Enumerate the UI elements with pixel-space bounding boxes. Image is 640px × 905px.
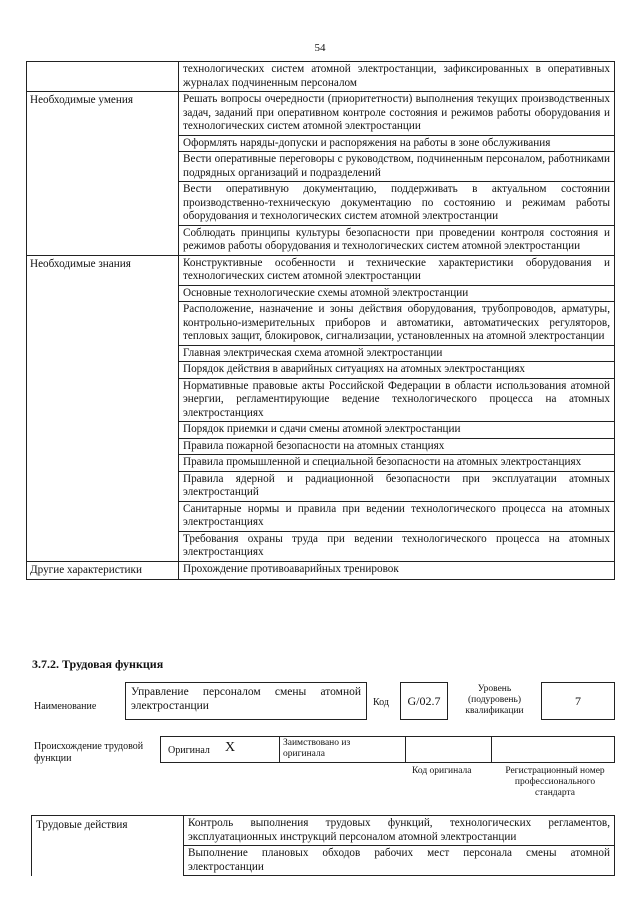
page-number: 54	[314, 42, 326, 54]
requirement-label	[27, 62, 179, 92]
requirement-label: Другие характеристики	[27, 561, 179, 580]
requirement-text: Нормативные правовые акты Российской Федерации в области использования атомной энергии, регламентирующие ведение технологического процесса на атомных электростанциях	[179, 378, 615, 422]
labor-action-text: Выполнение плановых обходов рабочих мест персонала смены атомной электростанции	[184, 846, 615, 876]
origin-label: Происхождение трудовой функции	[34, 741, 144, 764]
requirement-row	[27, 225, 615, 255]
code-original-caption: Код оригинала	[412, 766, 472, 776]
code-label: Код	[373, 697, 389, 708]
section-title: 3.7.2. Трудовая функция	[32, 657, 164, 671]
reg-number-caption: Регистрационный номер профессионального стандарта	[505, 766, 605, 798]
requirement-row	[27, 302, 615, 346]
requirement-text: Вести оперативную документацию, поддерживать в актуальном состоянии производственно-техническую документацию по состоянию и режимам работы оборудования и технологических систем атомной электростанции	[179, 182, 615, 226]
requirement-row	[27, 378, 615, 422]
requirement-text: Вести оперативные переговоры с руководством, подчиненным персоналом, работниками подрядных организаций и подразделений	[179, 152, 615, 182]
requirement-label	[27, 378, 179, 422]
requirement-text: технологических систем атомной электростанции, зафиксированных в оперативных журналах подчиненным персоналом	[179, 62, 615, 92]
labor-actions-table	[31, 815, 615, 876]
labor-actions-label	[32, 846, 184, 876]
requirement-text: Расположение, назначение и зоны действия оборудования, трубопроводов, арматуры, контрольно-измерительных приборов и автоматики, автоматических регуляторов, тепловых защит, блокировок, сигнализации, установленных на атомной электростанции	[179, 302, 615, 346]
original-mark: Х	[225, 740, 236, 755]
borrowed-label: Заимствовано из оригинала	[283, 738, 351, 759]
requirement-row	[27, 455, 615, 472]
requirement-label	[27, 455, 179, 472]
requirement-label	[27, 438, 179, 455]
requirement-row	[27, 255, 615, 285]
requirement-row	[27, 62, 615, 92]
requirement-label	[27, 182, 179, 226]
requirement-text: Решать вопросы очередности (приоритетности) выполнения текущих производственных задач, заданий при оперативном контроле состояния и режимов работы оборудования и технологических систем атомной электростанции	[179, 92, 615, 136]
requirement-text: Правила промышленной и специальной безопасности на атомных электростанциях	[179, 455, 615, 472]
function-name: Управление персоналом смены атомной электростанции	[125, 682, 367, 720]
original-label: Оригинал	[168, 745, 210, 756]
requirement-text: Основные технологические схемы атомной электростанции	[179, 285, 615, 302]
name-label: Наименование	[34, 701, 97, 712]
requirement-row	[27, 345, 615, 362]
requirement-label: Необходимые знания	[27, 255, 179, 285]
requirement-label	[27, 501, 179, 531]
labor-action-text: Контроль выполнения трудовых функций, технологических регламентов, эксплуатационных инструкций персоналом атомной электростанции	[184, 816, 615, 846]
requirement-row	[27, 92, 615, 136]
requirement-label	[27, 345, 179, 362]
requirement-label	[27, 422, 179, 439]
requirement-label	[27, 531, 179, 561]
labor-action-row	[32, 816, 615, 846]
requirement-text: Прохождение противоаварийных тренировок	[179, 561, 615, 580]
requirement-text: Правила пожарной безопасности на атомных станциях	[179, 438, 615, 455]
requirement-text: Соблюдать принципы культуры безопасности при проведении контроля состояния и режимов работы оборудования и технологических систем атомной электростанции	[179, 225, 615, 255]
requirement-row	[27, 438, 615, 455]
requirement-label	[27, 285, 179, 302]
requirement-text: Требования охраны труда при ведении технологического процесса на атомных электростанциях	[179, 531, 615, 561]
labor-actions-label: Трудовые действия	[32, 816, 184, 846]
requirement-row	[27, 422, 615, 439]
level-label: Уровень (подуровень) квалификации	[465, 684, 524, 716]
requirement-text: Порядок действия в аварийных ситуациях на атомных электростанциях	[179, 362, 615, 379]
requirement-text: Оформлять наряды-допуски и распоряжения на работы в зоне обслуживания	[179, 135, 615, 152]
code-value: G/02.7	[400, 682, 448, 720]
requirement-row	[27, 362, 615, 379]
labor-action-row	[32, 846, 615, 876]
requirement-text: Правила ядерной и радиационной безопасности при эксплуатации атомных электростанций	[179, 471, 615, 501]
requirement-label	[27, 135, 179, 152]
requirement-row	[27, 135, 615, 152]
requirement-row	[27, 182, 615, 226]
requirement-label: Необходимые умения	[27, 92, 179, 136]
requirement-row	[27, 501, 615, 531]
requirement-text: Санитарные нормы и правила при ведении технологического процесса на атомных электростанциях	[179, 501, 615, 531]
level-value: 7	[541, 682, 615, 720]
requirement-label	[27, 152, 179, 182]
requirement-row	[27, 531, 615, 561]
requirement-label	[27, 302, 179, 346]
requirement-label	[27, 362, 179, 379]
requirement-text: Порядок приемки и сдачи смены атомной электростанции	[179, 422, 615, 439]
requirement-row	[27, 152, 615, 182]
requirements-table	[26, 61, 615, 580]
requirement-row	[27, 285, 615, 302]
requirement-text: Главная электрическая схема атомной электростанции	[179, 345, 615, 362]
requirement-text: Конструктивные особенности и технические характеристики оборудования и технологических систем атомной электростанции	[179, 255, 615, 285]
requirement-row	[27, 561, 615, 580]
requirement-label	[27, 225, 179, 255]
requirement-label	[27, 471, 179, 501]
requirement-row	[27, 471, 615, 501]
